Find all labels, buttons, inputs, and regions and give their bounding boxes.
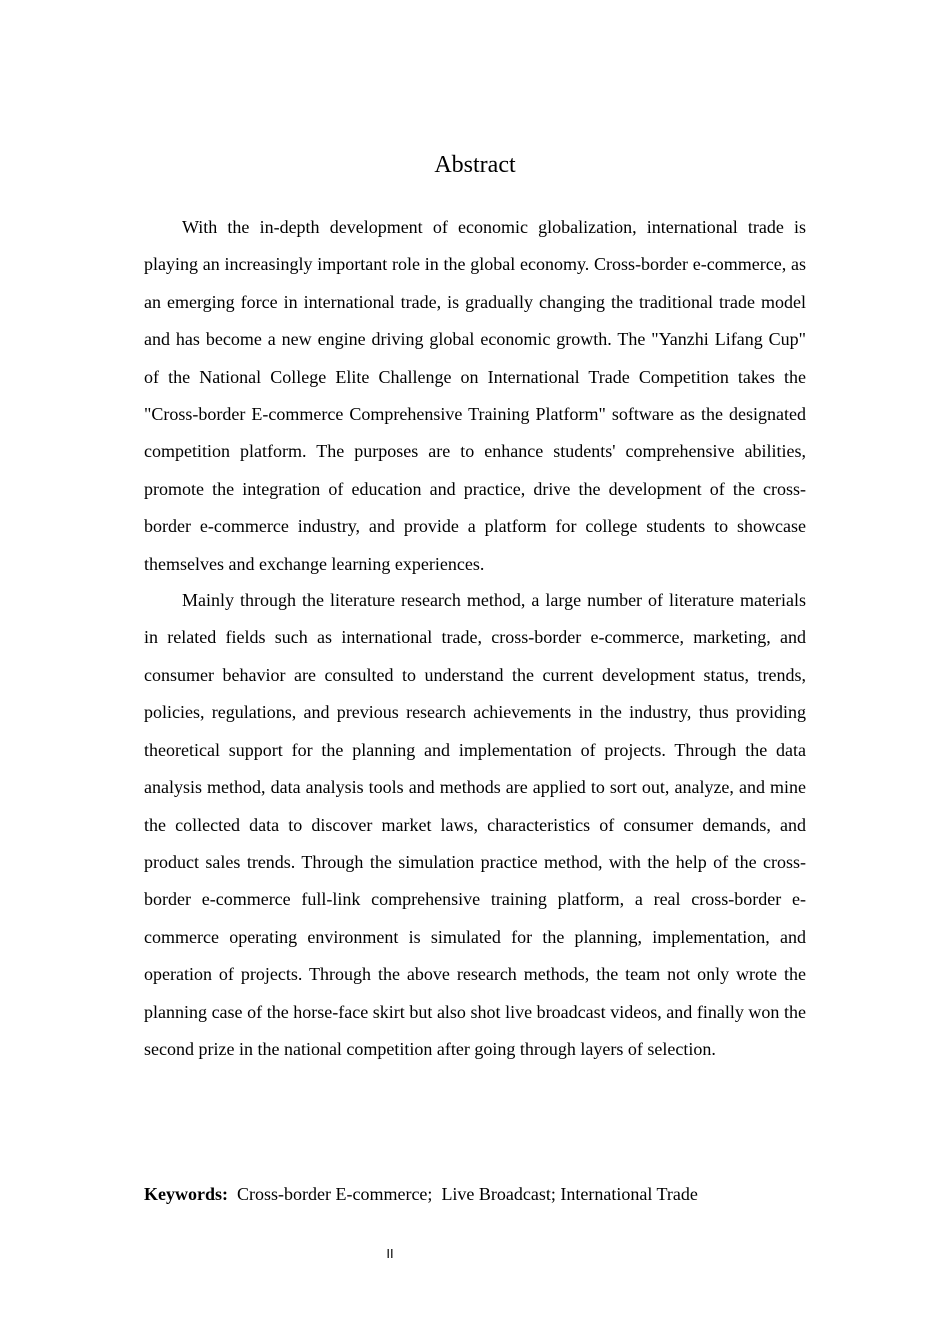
keyword-item: International Trade: [560, 1184, 698, 1204]
page-number: II: [386, 1246, 394, 1261]
keyword-item: Cross-border E-commerce;: [237, 1184, 433, 1204]
keywords-line: [144, 1180, 806, 1208]
abstract-paragraph-2: Mainly through the literature research method, a large number of literature materials in related fields such as international trade, cross-border e-commerce, marketing, and consumer behavior are consulted to understand the current development status, trends, policies, regulations, and previous research achievements in the industry, thus providing theoretical support for the planning and implementation of projects. Through the data analysis method, data analysis tools and methods are applied to sort out, analyze, and mine the collected data to discover market laws, characteristics of consumer demands, and product sales trends. Through the simulation practice method, with the help of the cross-border e-commerce full-link comprehensive training platform, a real cross-border e-commerce operating environment is simulated for the planning, implementation, and operation of projects. Through the above research methods, the team not only wrote the planning case of the horse-face skirt but also shot live broadcast videos, and finally won the second prize in the national competition after going through layers of selection.: [144, 590, 806, 1059]
abstract-title: Abstract: [434, 152, 516, 178]
abstract-body: [144, 209, 806, 1068]
keywords-label: Keywords:: [144, 1184, 228, 1204]
abstract-paragraph-1: With the in-depth development of economic globalization, international trade is playing an increasingly important role in the global economy. Cross-border e-commerce, as an emerging force in international trade, is gradually changing the traditional trade model and has become a new engine driving global economic growth. The "Yanzhi Lifang Cup" of the National College Elite Challenge on International Trade Competition takes the "Cross-border E-commerce Comprehensive Training Platform" software as the designated competition platform. The purposes are to enhance students' comprehensive abilities, promote the integration of education and practice, drive the development of the cross-border e-commerce industry, and provide a platform for college students to showcase themselves and exchange learning experiences.: [144, 217, 806, 574]
keyword-item: Live Broadcast;: [441, 1184, 556, 1204]
